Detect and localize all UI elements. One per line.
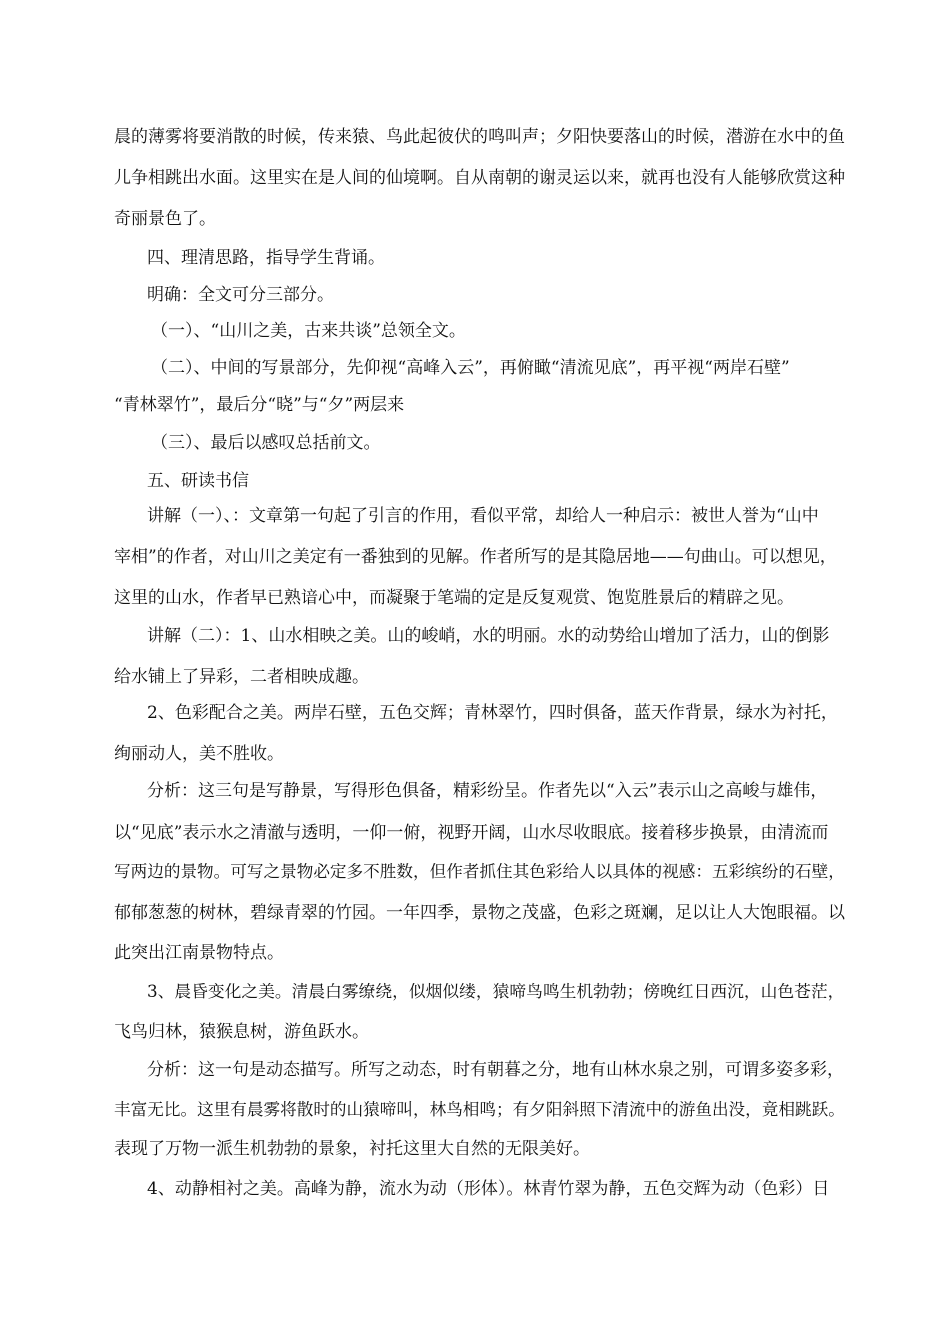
body-line: 表现了万物一派生机勃勃的景象，衬托这里大自然的无限美好。 <box>114 1139 590 1159</box>
body-line: 奇丽景色了。 <box>114 209 216 229</box>
body-line: 2、色彩配合之美。两岸石壁，五色交辉；青林翠竹，四时俱备，蓝天作背景，绿水为衬托， <box>147 703 838 723</box>
body-line: （二）、中间的写景部分，先仰视“高峰入云”，再俯瞰“清流见底”，再平视“两岸石壁” <box>151 358 790 378</box>
body-line: 此突出江南景物特点。 <box>114 943 284 963</box>
body-line: 晨的薄雾将要消散的时候，传来猿、鸟此起彼伏的鸣叫声；夕阳快要落山的时候，潜游在水中的鱼 <box>114 127 845 147</box>
body-line: 分析：这三句是写静景，写得形色俱备，精彩纷呈。作者先以“入云”表示山之高峻与雄伟， <box>147 781 828 801</box>
body-line: 讲解（二）：1、山水相映之美。山的峻峭，水的明丽。水的动势给山增加了活力，山的倒影 <box>147 626 830 646</box>
body-line: 丰富无比。这里有晨雾将散时的山猿啼叫，林鸟相鸣；有夕阳斜照下清流中的游鱼出没，竟相跳跃。 <box>114 1100 845 1119</box>
body-line: 写两边的景物。可写之景物必定多不胜数，但作者抓住其色彩给人以具体的视感：五彩缤纷的石壁， <box>114 862 845 881</box>
body-line: （一）、“山川之美，古来共谈”总领全文。 <box>151 321 466 341</box>
body-line: 飞鸟归林，猿猴息树，游鱼跃水。 <box>114 1022 369 1042</box>
body-line: 分析：这一句是动态描写。所写之动态，时有朝暮之分，地有山林水泉之别，可谓多姿多彩， <box>147 1060 844 1080</box>
body-line: 明确：全文可分三部分。 <box>147 285 334 305</box>
body-line: 以“见底”表示水之清澈与透明，一仰一俯，视野开阔，山水尽收眼底。接着移步换景，由清流而 <box>114 823 829 843</box>
body-line: 绚丽动人，美不胜收。 <box>114 744 284 764</box>
body-line: 3、晨昏变化之美。清晨白雾缭绕，似烟似缕，猿啼鸟鸣生机勃勃；傍晚红日西沉，山色苍茫， <box>147 981 845 1001</box>
body-line: （三）、最后以感叹总括前文。 <box>151 433 381 453</box>
body-line: 郁郁葱葱的树林，碧绿青翠的竹园。一年四季，景物之茂盛，色彩之斑斓，足以让人大饱眼福。以 <box>114 903 845 923</box>
body-line: “青林翠竹”，最后分“晓”与“夕”两层来 <box>114 395 405 415</box>
body-line: 4、动静相衬之美。高峰为静，流水为动（形体）。林青竹翠为静，五色交辉为动（色彩）日 <box>147 1179 830 1199</box>
body-line: 宰相”的作者，对山川之美定有一番独到的见解。作者所写的是其隐居地——句曲山。可以想见， <box>114 547 837 567</box>
body-line: 给水铺上了异彩，二者相映成趣。 <box>114 667 369 687</box>
section-heading: 五、研读书信 <box>147 471 249 491</box>
body-line: 儿争相跳出水面。这里实在是人间的仙境啊。自从南朝的谢灵运以来，就再也没有人能够欣赏这种 <box>114 168 845 188</box>
body-line: 讲解（一）、：文章第一句起了引言的作用，看似平常，却给人一种启示：被世人誉为“山中 <box>147 506 819 526</box>
body-line: 这里的山水，作者早已熟谙心中，而凝聚于笔端的定是反复观赏、饱览胜景后的精辟之见。 <box>114 588 794 608</box>
section-heading: 四、理清思路，指导学生背诵。 <box>147 248 385 268</box>
